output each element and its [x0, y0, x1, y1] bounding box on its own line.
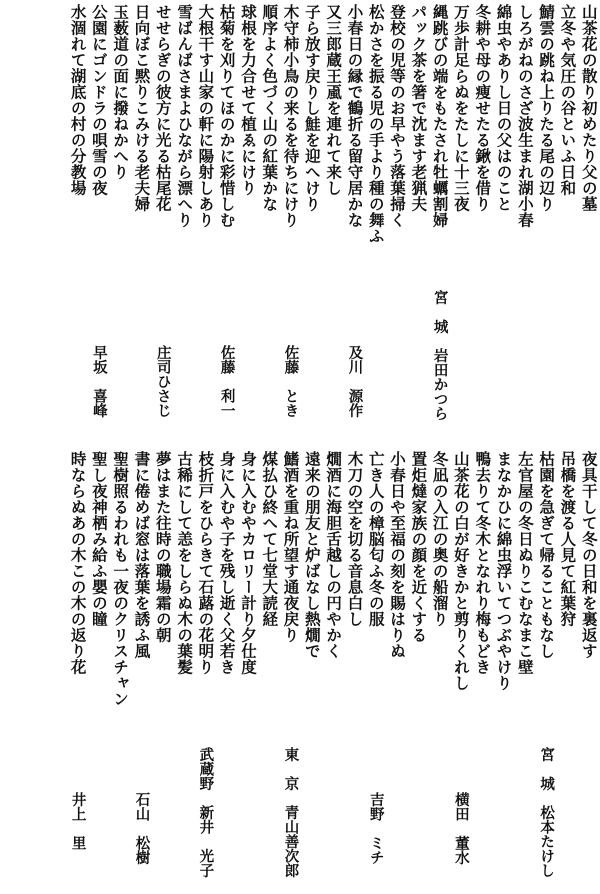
- haiku-line: 鯖雲の跳ね上りたる尾の辺り: [537, 4, 557, 212]
- author-name: 及川 源作: [346, 345, 364, 418]
- haiku-column: [515, 447, 536, 894]
- haiku-column: [174, 0, 195, 447]
- haiku-column: [68, 0, 89, 447]
- haiku-column: [494, 447, 515, 894]
- author-name: 佐藤 利一: [218, 345, 236, 418]
- haiku-line: 冬耕や母の痩せたる鍬を借り: [473, 4, 493, 212]
- haiku-line: 夢はまた往時の職場霜の朝: [153, 451, 173, 643]
- haiku-line: 縄跳びの端をもたされ牡蠣割婦: [430, 4, 450, 228]
- haiku-line: 左官屋の冬日ぬりこむなまこ壁: [515, 451, 535, 675]
- haiku-column: [557, 0, 578, 447]
- haiku-column: [131, 0, 152, 447]
- author-name: 早坂 喜峰: [90, 345, 108, 418]
- haiku-line: 鴨去りて冬木となれり梅もどき: [473, 451, 493, 675]
- haiku-line: 燗酒に海胆舌越しの円やかく: [324, 451, 344, 659]
- haiku-line: 小春日や至福の刻を賜はりぬ: [388, 451, 408, 659]
- haiku-column: [430, 447, 451, 894]
- haiku-line: 立冬や気圧の谷といふ日和: [558, 4, 578, 196]
- haiku-column: [259, 0, 280, 447]
- haiku-line: 玉薮道の面に撥ねかへり: [111, 4, 131, 180]
- haiku-line: 枝折戸をひらきて石蕗の花明り: [196, 451, 216, 675]
- author-name: 庄司ひさじ: [154, 345, 172, 418]
- haiku-line: 松かさを振る児の手より種の舞ふ: [366, 4, 386, 244]
- haiku-column: [408, 0, 429, 447]
- haiku-line: しろがねのさざ波生まれ湖小春: [515, 4, 535, 228]
- haiku-column: [238, 0, 259, 447]
- haiku-line: 日向ぼこ黙りこみける老夫婦: [132, 4, 152, 212]
- haiku-line: 球根を力合せて植ゑにけり: [238, 4, 258, 196]
- haiku-line: 木守柿小鳥の来るを待ちにけり: [281, 4, 301, 228]
- haiku-line: 水涸れて湖底の村の分教場: [68, 4, 88, 196]
- haiku-line: 亡き人の樟脳匂ふ冬の服: [366, 451, 386, 627]
- haiku-column: [281, 0, 302, 447]
- haiku-line: 古稀にして恙をしらぬ木の葉髪: [175, 451, 195, 675]
- haiku-column: [110, 447, 131, 894]
- haiku-column: [366, 0, 387, 447]
- haiku-column: [515, 0, 536, 447]
- haiku-column: [217, 0, 238, 447]
- haiku-column: [451, 447, 472, 894]
- haiku-column: [344, 447, 365, 894]
- haiku-column: [68, 447, 89, 894]
- haiku-column: [323, 447, 344, 894]
- haiku-column: [557, 447, 578, 894]
- author-name: 宮 城 松本たけし: [538, 747, 556, 878]
- haiku-line: 冬凪の入江の奥の船溜り: [430, 451, 450, 627]
- haiku-column: [195, 447, 216, 894]
- haiku-line: 山茶花の散り初めたり父の墓: [579, 4, 599, 212]
- haiku-column: [89, 447, 110, 894]
- haiku-line: 吊橋を渡る人見て紅葉狩: [558, 451, 578, 627]
- haiku-column: [217, 447, 238, 894]
- haiku-line: 大根干す山家の軒に陽射しあり: [196, 4, 216, 228]
- haiku-column: [89, 0, 110, 447]
- haiku-line: 聖樹照るわれも一夜のクリスチャン: [111, 451, 131, 707]
- haiku-column: [281, 447, 302, 894]
- haiku-line: 山茶花の白が好きかと剪りくれし: [451, 451, 471, 691]
- haiku-line: 公園にゴンドラの唄雪の夜: [89, 4, 109, 196]
- haiku-line: 順序よく色づく山の紅葉かな: [260, 4, 280, 212]
- haiku-column: [366, 447, 387, 894]
- haiku-line: 又三郎蔵王颪を連れて来し: [324, 4, 344, 196]
- haiku-line: 登校の児等のお早やう落葉掃く: [388, 4, 408, 228]
- haiku-column: [536, 447, 557, 894]
- haiku-line: 小春日の縁で鶴折る留守居かな: [345, 4, 365, 228]
- author-name: 横田 董水: [452, 792, 470, 865]
- haiku-line: 雪ばんばさまよひながら漂へり: [175, 4, 195, 228]
- haiku-column: [259, 447, 280, 894]
- haiku-column: [110, 0, 131, 447]
- haiku-line: まなかひに綿虫浮いてつぶやけり: [494, 451, 514, 691]
- haiku-line: 鰭酒を重ね所望す通夜戻り: [281, 451, 301, 643]
- haiku-line: 夜具干して冬の日和を裏返す: [579, 451, 599, 659]
- haiku-column: [494, 0, 515, 447]
- author-name: 佐藤 とき: [282, 345, 300, 418]
- haiku-line: 身に入むやカロリー計り夕仕度: [238, 451, 258, 675]
- author-name: 石山 松樹: [133, 792, 151, 865]
- haiku-line: 万歩計足らぬをたしに十三夜: [451, 4, 471, 212]
- haiku-column: [131, 447, 152, 894]
- haiku-column: [302, 0, 323, 447]
- haiku-line: せせらぎの彼方に光る枯尾花: [153, 4, 173, 212]
- haiku-line: 木刀の空を切る音息白し: [345, 451, 365, 627]
- haiku-line: 綿虫やありし日の父はのこと: [494, 4, 514, 212]
- haiku-column: [536, 0, 557, 447]
- haiku-block-bottom: [0, 447, 600, 894]
- haiku-column: [472, 0, 493, 447]
- author-name: 武蔵野 新井 光子: [197, 747, 215, 878]
- haiku-line: 置炬燵家族の顔を近くする: [409, 451, 429, 643]
- haiku-line: 煤払ひ終へて七堂大読経: [260, 451, 280, 627]
- haiku-column: [451, 0, 472, 447]
- author-name: 宮 城 岩田かつら: [431, 290, 449, 421]
- author-name: 吉野 ミチ: [367, 792, 385, 865]
- haiku-column: [323, 0, 344, 447]
- haiku-line: 時ならぬあの木この木の返り花: [68, 451, 88, 675]
- haiku-column: [579, 0, 600, 447]
- haiku-line: 聖し夜神栖み給ふ嬰の瞳: [89, 451, 109, 627]
- author-name: 井上 里: [69, 792, 87, 850]
- haiku-line: 身に入むや子を残し逝く父若き: [217, 451, 237, 675]
- haiku-column: [408, 447, 429, 894]
- haiku-line: 枯菊を刈りてほのかに彩惜しむ: [217, 4, 237, 228]
- haiku-column: [430, 0, 451, 447]
- haiku-column: [195, 0, 216, 447]
- haiku-line: 枯園を急ぎて帰ることもなし: [537, 451, 557, 659]
- haiku-column: [472, 447, 493, 894]
- haiku-line: パック茶を箸で沈ます老猟夫: [409, 4, 429, 212]
- haiku-line: 遠来の朋友と炉ばなし熱燗で: [302, 451, 322, 659]
- haiku-line: 書に倦めば窓は落葉を誘ふ風: [132, 451, 152, 659]
- author-name: 東 京 青山善次郎: [282, 747, 300, 878]
- haiku-line: 子ら放す戻りし鮭を迎へけり: [302, 4, 322, 212]
- haiku-column: [238, 447, 259, 894]
- haiku-column: [174, 447, 195, 894]
- haiku-column: [344, 0, 365, 447]
- haiku-column: [302, 447, 323, 894]
- haiku-column: [387, 447, 408, 894]
- haiku-column: [387, 0, 408, 447]
- haiku-column: [579, 447, 600, 894]
- haiku-column: [153, 447, 174, 894]
- haiku-column: [153, 0, 174, 447]
